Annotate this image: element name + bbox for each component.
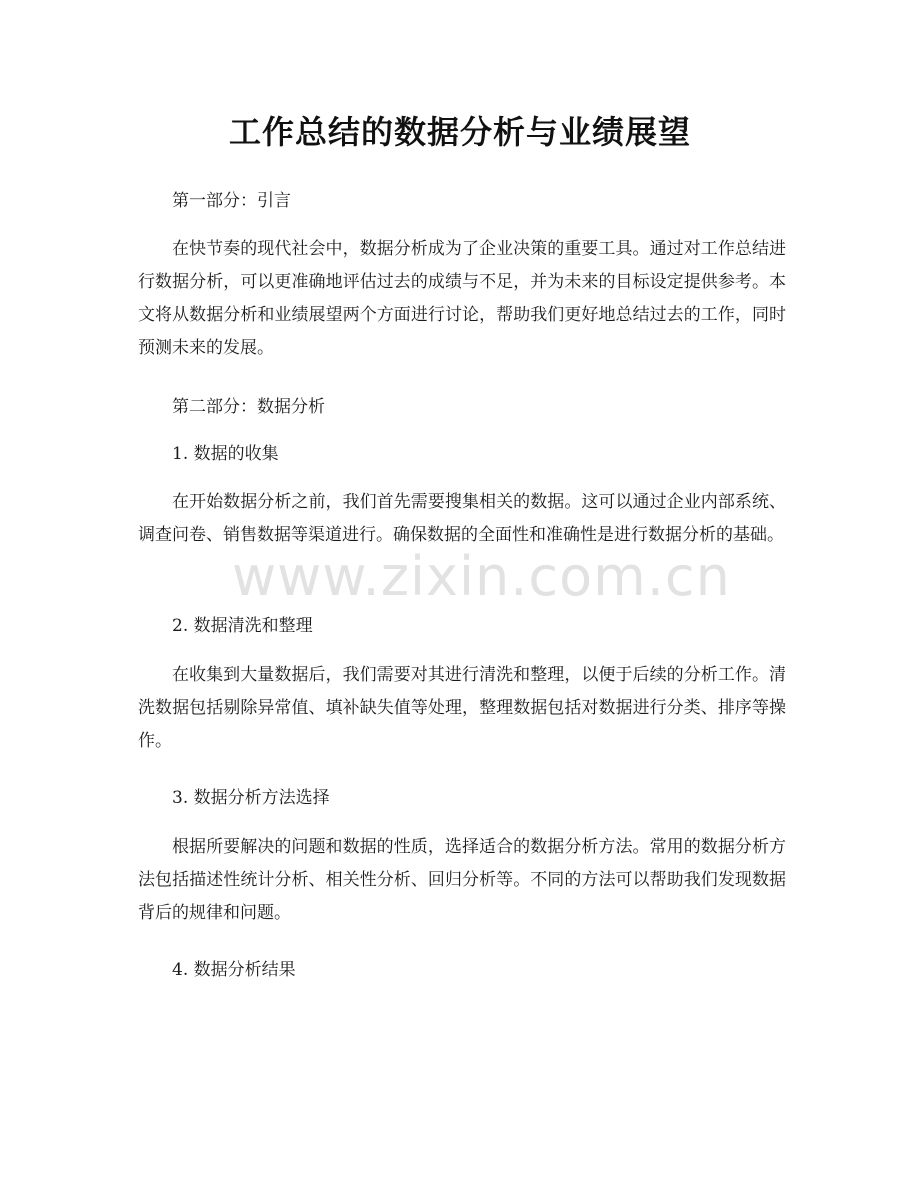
subheading-analysis-results: 4. 数据分析结果 [172,960,296,980]
paragraph-introduction: 在快节奏的现代社会中，数据分析成为了企业决策的重要工具。通过对工作总结进行数据分析，可以更准确地评估过去的成绩与不足，并为未来的目标设定提供参考。本文将从数据分析和业绩展望两个方面进行讨论，帮助我们更好地总结过去的工作，同时预测未来的发展。 [138,239,786,358]
subheading-data-cleaning: 2. 数据清洗和整理 [172,616,313,636]
subheading-method-selection: 3. 数据分析方法选择 [172,788,330,808]
paragraph-data-cleaning: 在收集到大量数据后，我们需要对其进行清洗和整理，以便于后续的分析工作。清洗数据包括剔除异常值、填补缺失值等处理，整理数据包括对数据进行分类、排序等操作。 [138,665,786,751]
paragraph-method-selection: 根据所要解决的问题和数据的性质，选择适合的数据分析方法。常用的数据分析方法包括描述性统计分析、相关性分析、回归分析等。不同的方法可以帮助我们发现数据背后的规律和问题。 [138,837,786,923]
subheading-data-collection: 1. 数据的收集 [172,444,279,464]
section-heading-part2: 第二部分：数据分析 [172,397,325,417]
watermark: www.zixin.com.cn [232,545,731,608]
paragraph-data-collection: 在开始数据分析之前，我们首先需要搜集相关的数据。这可以通过企业内部系统、调查问卷、销售数据等渠道进行。确保数据的全面性和准确性是进行数据分析的基础。 [138,492,786,545]
section-heading-part1: 第一部分：引言 [172,191,291,211]
document-title: 工作总结的数据分析与业绩展望 [228,113,691,151]
